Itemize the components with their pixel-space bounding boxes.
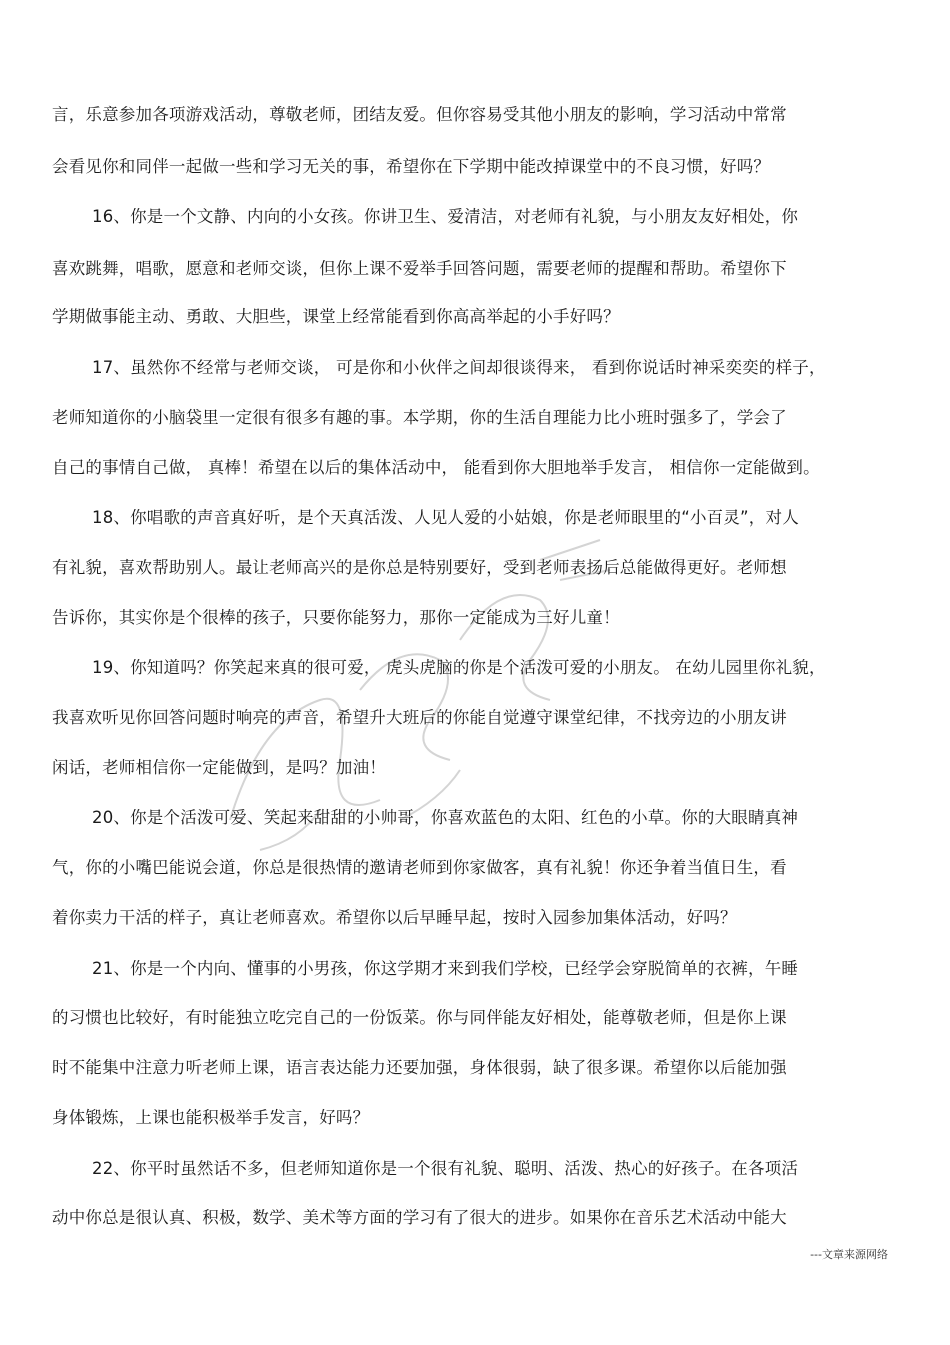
text-line: 老师知道你的小脑袋里一定很有很多有趣的事。本学期，你的生活自理能力比小班时强多了，学会了 — [52, 408, 787, 427]
text-line: 着你卖力干活的样子，真让老师喜欢。希望你以后早睡早起，按时入园参加集体活动，好吗？ — [52, 908, 737, 927]
text-line: 22、你平时虽然话不多，但老师知道你是一个很有礼貌、聪明、活泼、热心的好孩子。在各项活 — [92, 1159, 799, 1178]
text-line: 闲话，老师相信你一定能做到，是吗？加油！ — [52, 758, 386, 777]
text-line: 18、你唱歌的声音真好听，是个天真活泼、人见人爱的小姑娘，你是老师眼里的“小百灵”，对人 — [92, 508, 799, 527]
text-line: 学期做事能主动、勇敢、大胆些，课堂上经常能看到你高高举起的小手好吗？ — [52, 307, 620, 326]
text-line: 21、你是一个内向、懂事的小男孩，你这学期才来到我们学校，已经学会穿脱简单的衣裤，午睡 — [92, 959, 799, 978]
text-line: 我喜欢听见你回答问题时响亮的声音，希望升大班后的你能自觉遵守课堂纪律，不找旁边的小朋友讲 — [52, 708, 787, 727]
text-line: 喜欢跳舞，唱歌，愿意和老师交谈，但你上课不爱举手回答问题，需要老师的提醒和帮助。希望你下 — [52, 259, 787, 278]
text-line: 言，乐意参加各项游戏活动，尊敬老师，团结友爱。但你容易受其他小朋友的影响，学习活动中常常 — [52, 105, 787, 124]
text-line: 告诉你，其实你是个很棒的孩子，只要你能努力，那你一定能成为三好儿童！ — [52, 608, 620, 627]
text-line: 动中你总是很认真、积极，数学、美术等方面的学习有了很大的进步。如果你在音乐艺术活动中能大 — [52, 1208, 787, 1227]
text-line: 时不能集中注意力听老师上课，语言表达能力还要加强，身体很弱，缺了很多课。希望你以后能加强 — [52, 1058, 787, 1077]
text-line: 19、你知道吗？你笑起来真的很可爱， 虎头虎脑的你是个活泼可爱的小朋友。 在幼儿园里你礼貌， — [92, 658, 826, 677]
text-line: 的习惯也比较好，有时能独立吃完自己的一份饭菜。你与同伴能友好相处，能尊敬老师，但是你上课 — [52, 1008, 787, 1027]
text-line: 会看见你和同伴一起做一些和学习无关的事，希望你在下学期中能改掉课堂中的不良习惯，好吗？ — [52, 157, 771, 176]
text-line: 自己的事情自己做， 真棒！希望在以后的集体活动中， 能看到你大胆地举手发言， 相信你一定能做到。 — [52, 458, 820, 477]
text-line: 17、虽然你不经常与老师交谈， 可是你和小伙伴之间却很谈得来， 看到你说话时神采奕奕的样子， — [92, 358, 826, 377]
text-line: 气，你的小嘴巴能说会道，你总是很热情的邀请老师到你家做客，真有礼貌！你还争着当值日生，看 — [52, 858, 787, 877]
text-line: 身体锻炼，上课也能积极举手发言，好吗？ — [52, 1108, 370, 1127]
text-line: 16、你是一个文静、内向的小女孩。你讲卫生、爱清洁，对老师有礼貌，与小朋友友好相处，你 — [92, 207, 799, 226]
text-line: 有礼貌，喜欢帮助别人。最让老师高兴的是你总是特别要好，受到老师表扬后总能做得更好。老师想 — [52, 558, 787, 577]
text-line: 20、你是个活泼可爱、笑起来甜甜的小帅哥，你喜欢蓝色的太阳、红色的小草。你的大眼睛真神 — [92, 808, 799, 827]
footer-source-note: ---文章来源网络 — [810, 1248, 888, 1261]
